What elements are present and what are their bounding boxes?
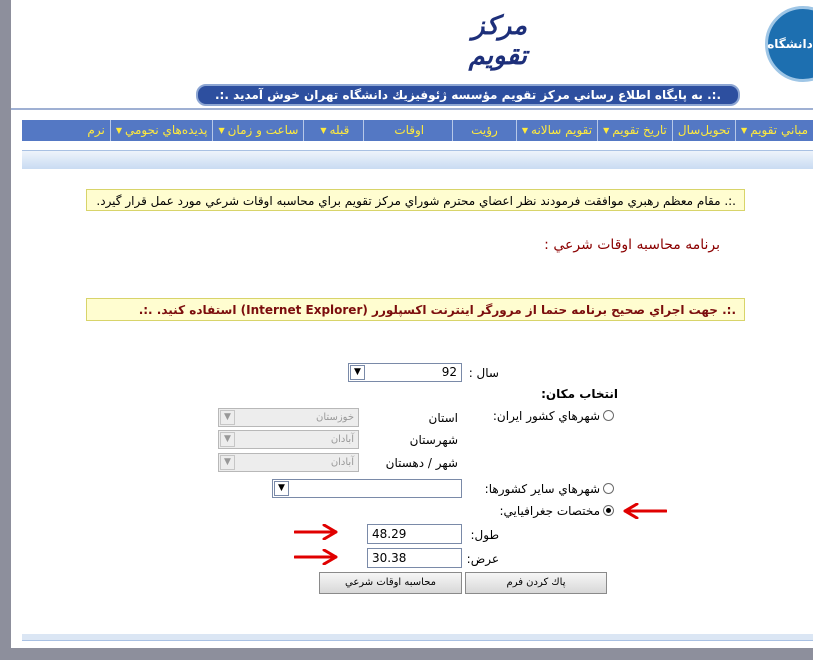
nav-label: پديده‌هاي نجومي — [124, 123, 208, 137]
chevron-down-icon: ▼ — [603, 126, 610, 135]
content-panel-header — [22, 150, 813, 169]
nav-label: تحويل‌سال — [677, 123, 731, 137]
approval-notice-text: .:. مقام معظم رهبري موافقت فرمودند نظر اعضاي محترم شوراي مركز تقويم براي محاسبه اوقات شرعي مورد عمل قرار گيرد. — [96, 194, 736, 208]
county-select[interactable] — [218, 430, 359, 449]
latitude-label: عرض: — [466, 552, 499, 566]
chevron-down-icon: ▼ — [274, 481, 289, 496]
browser-notice — [86, 298, 745, 321]
university-seal-icon — [765, 6, 813, 82]
calligraphy-text: مرکز تقویم — [468, 11, 527, 71]
chevron-down-icon: ▼ — [220, 432, 235, 447]
page-title: برنامه محاسبه اوقات شرعي : — [544, 237, 720, 253]
nav-label: اوقات — [394, 123, 425, 137]
bottom-frame-bar — [11, 648, 813, 660]
nav-label: مباني تقويم — [750, 123, 808, 137]
nav-label: رؤيت — [471, 123, 498, 137]
chevron-down-icon: ▼ — [521, 126, 529, 135]
province-value: خوزستان — [316, 412, 354, 423]
red-arrow-icon — [294, 549, 338, 565]
left-frame-bar — [0, 0, 11, 660]
logo-text: دانشگاه — [767, 37, 813, 51]
nav-item-prayer-times[interactable] — [363, 120, 452, 141]
welcome-text: .:. به پايگاه اطلاع رساني مركز تقويم مؤسسه ژئوفيزيك دانشگاه تهران خوش آمديد .:. — [214, 88, 722, 102]
location-heading: انتخاب مكان: — [541, 387, 618, 401]
nav-item-qibla[interactable] — [303, 120, 363, 141]
nav-item-astronomical-events[interactable] — [110, 120, 213, 141]
year-select[interactable] — [348, 363, 462, 382]
other-countries-radio[interactable] — [603, 483, 614, 494]
province-label: استان — [428, 411, 458, 425]
longitude-input[interactable]: 48.29 — [367, 524, 462, 544]
other-countries-select[interactable] — [272, 479, 462, 498]
nav-label: تاريخ تقويم — [612, 123, 667, 137]
province-select[interactable] — [218, 408, 359, 427]
header-separator — [11, 108, 813, 110]
reset-form-button[interactable]: پاك كردن فرم — [465, 572, 607, 594]
nav-label: تقويم سالانه — [531, 123, 593, 137]
iran-cities-label: شهرهاي كشور ايران: — [492, 409, 600, 423]
county-label: شهرستان — [409, 433, 458, 447]
nav-label: ساعت و زمان — [227, 123, 299, 137]
chevron-down-icon: ▼ — [220, 455, 235, 470]
content-panel-footer — [22, 634, 813, 641]
chevron-down-icon: ▼ — [220, 410, 235, 425]
nav-label: قبله — [329, 123, 350, 137]
red-arrow-icon — [294, 524, 338, 540]
main-nav — [22, 120, 813, 141]
chevron-down-icon: ▼ — [741, 126, 748, 135]
city-label: شهر / دهستان — [385, 456, 458, 470]
nav-item-sighting[interactable] — [452, 120, 516, 141]
other-countries-label: شهرهاي ساير كشورها: — [484, 482, 600, 496]
geo-coords-label: مختصات جغرافيايي: — [499, 504, 600, 518]
calculate-prayer-times-button[interactable]: محاسبه اوقات شرعي — [319, 572, 462, 594]
chevron-down-icon: ▼ — [218, 126, 225, 135]
welcome-banner — [196, 84, 740, 106]
chevron-down-icon: ▼ — [350, 365, 365, 380]
longitude-label: طول: — [470, 528, 499, 542]
county-value: آبادان — [330, 434, 354, 445]
year-label: سال : — [468, 366, 499, 380]
approval-notice — [86, 189, 745, 211]
city-value: آبادان — [330, 457, 354, 468]
nav-item-calendar-history[interactable] — [597, 120, 672, 141]
nav-item-software[interactable] — [82, 120, 109, 141]
calendar-center-logo — [415, 8, 527, 74]
chevron-down-icon: ▼ — [320, 126, 327, 135]
year-value: 92 — [441, 365, 457, 379]
chevron-down-icon: ▼ — [115, 126, 122, 135]
nav-item-time[interactable] — [212, 120, 303, 141]
city-select[interactable] — [218, 453, 359, 472]
nav-item-new-year[interactable] — [672, 120, 735, 141]
nav-item-calendar-basics[interactable] — [735, 120, 813, 141]
geo-coords-radio[interactable] — [603, 505, 614, 516]
nav-label: نرم — [87, 123, 105, 137]
nav-item-annual-calendar[interactable] — [516, 120, 597, 141]
iran-cities-radio[interactable] — [603, 410, 614, 421]
latitude-input[interactable]: 30.38 — [367, 548, 462, 568]
browser-notice-text: .:. جهت اجراي صحيح برنامه حتما از مرورگر اينترنت اكسپلورر (Internet Explorer) استفاده كنيد. .:. — [138, 303, 736, 317]
red-arrow-icon — [623, 503, 667, 519]
